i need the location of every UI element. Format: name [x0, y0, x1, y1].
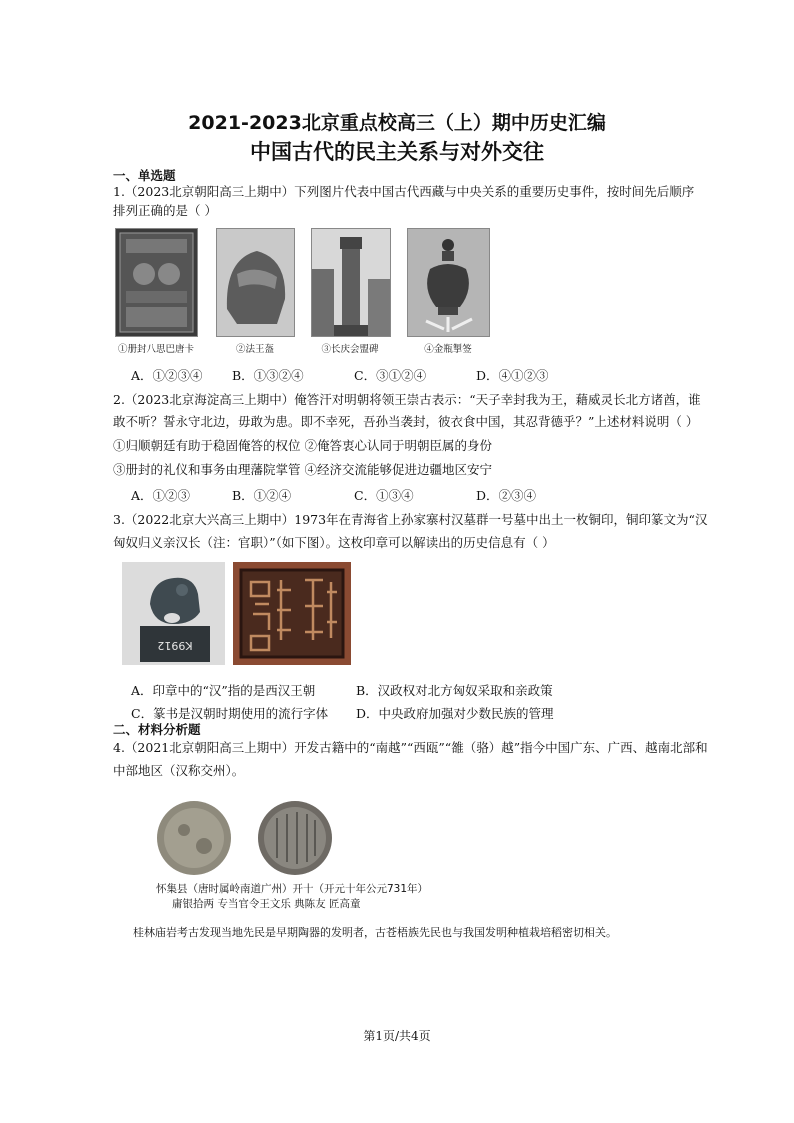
q4-material-text: 桂林庙岩考古发现当地先民是早期陶器的发明者，古苍梧族先民也与我国发明种植栽培稻密切相关。 [133, 926, 617, 939]
silver-ingot-front-image [154, 798, 234, 878]
q1-option-b[interactable]: B．①③②④ [232, 368, 304, 383]
seal-inscription-image [233, 562, 351, 665]
q2-statements-1: ①归顺朝廷有助于稳固俺答的权位 ②俺答衷心认同于明朝臣属的身份 [113, 438, 492, 453]
q3-option-a[interactable]: A．印章中的“汉”指的是西汉王朝 [131, 683, 316, 698]
thangka-image [115, 228, 198, 337]
q2-stem-line2: 敢不听？誓永守北边，毋敢为患。即不幸死，吾孙当袭封，彼衣食中国，其忍背德乎？”上述材料说明（ ） [113, 414, 699, 429]
coin-caption-line1: 怀集县（唐时属岭南道广州）开十（开元十年公元731年） [156, 883, 429, 895]
q2-stem-line1: 2.（2023北京海淀高三上期中）俺答汗对明朝将领王崇古表示：“天子幸封我为王，藉威灵长北方诸酋，谁 [113, 392, 701, 407]
q1-stem-line2: 排列正确的是（ ） [113, 203, 217, 218]
coin-caption-line2: 庸银拾两 专当官令王文乐 典陈友 匠高童 [172, 898, 361, 910]
golden-urn-image [407, 228, 490, 337]
q4-stem-line1: 4.（2021北京朝阳高三上期中）开发古籍中的“南越”“西瓯”“雒（骆）越”指今中国广东、广西、越南北部和 [113, 740, 708, 755]
q4-stem-line2: 中部地区（汉称交州）。 [113, 763, 245, 778]
q3-option-d[interactable]: D．中央政府加强对少数民族的管理 [356, 706, 554, 721]
q1-option-d[interactable]: D．④①②③ [476, 368, 549, 383]
silver-ingot-back-image [255, 798, 335, 878]
q1-option-c[interactable]: C．③①②④ [354, 368, 427, 383]
q3-option-b[interactable]: B．汉政权对北方匈奴采取和亲政策 [356, 683, 553, 698]
q2-statements-2: ③册封的礼仪和事务由理藩院掌管 ④经济交流能够促进边疆地区安宁 [113, 462, 492, 477]
q2-option-c[interactable]: C．①③④ [354, 488, 414, 503]
page-number: 第1页/共4页 [363, 1029, 431, 1043]
doc-subtitle: 中国古代的民主关系与对外交往 [250, 140, 544, 164]
caption-stele: ③长庆会盟碑 [321, 344, 379, 355]
seal-label: K9912 [157, 639, 193, 652]
q1-stem-line1: 1.（2023北京朝阳高三上期中）下列图片代表中国古代西藏与中央关系的重要历史事件，按时间先后顺序 [113, 184, 695, 199]
q3-stem-line2: 匈奴归义亲汉长（注：官职）”（如下图）。这枚印章可以解读出的历史信息有（ ） [113, 535, 555, 550]
q1-option-a[interactable]: A．①②③④ [131, 368, 203, 383]
caption-helmet: ②法王盔 [235, 344, 274, 355]
q3-option-c[interactable]: C．篆书是汉朝时期使用的流行字体 [131, 706, 329, 721]
bronze-seal-image [122, 562, 225, 665]
dharma-king-helmet-image [216, 228, 295, 337]
q2-option-d[interactable]: D．②③④ [476, 488, 537, 503]
q2-option-a[interactable]: A．①②③ [131, 488, 191, 503]
caption-golden-urn: ④金瓶掣签 [424, 344, 472, 355]
q2-option-b[interactable]: B．①②④ [232, 488, 292, 503]
doc-title: 2021-2023北京重点校高三（上）期中历史汇编 [188, 112, 606, 134]
caption-thangka: ①册封八思巴唐卡 [117, 344, 194, 355]
section-heading-single-choice: 一、单选题 [113, 168, 176, 183]
section-heading-material-analysis: 二、材料分析题 [113, 722, 201, 737]
changqing-stele-image [311, 228, 391, 337]
q3-stem-line1: 3.（2022北京大兴高三上期中）1973年在青海省上孙家寨村汉墓群一号墓中出土一枚铜印，铜印篆文为“汉 [113, 512, 708, 527]
